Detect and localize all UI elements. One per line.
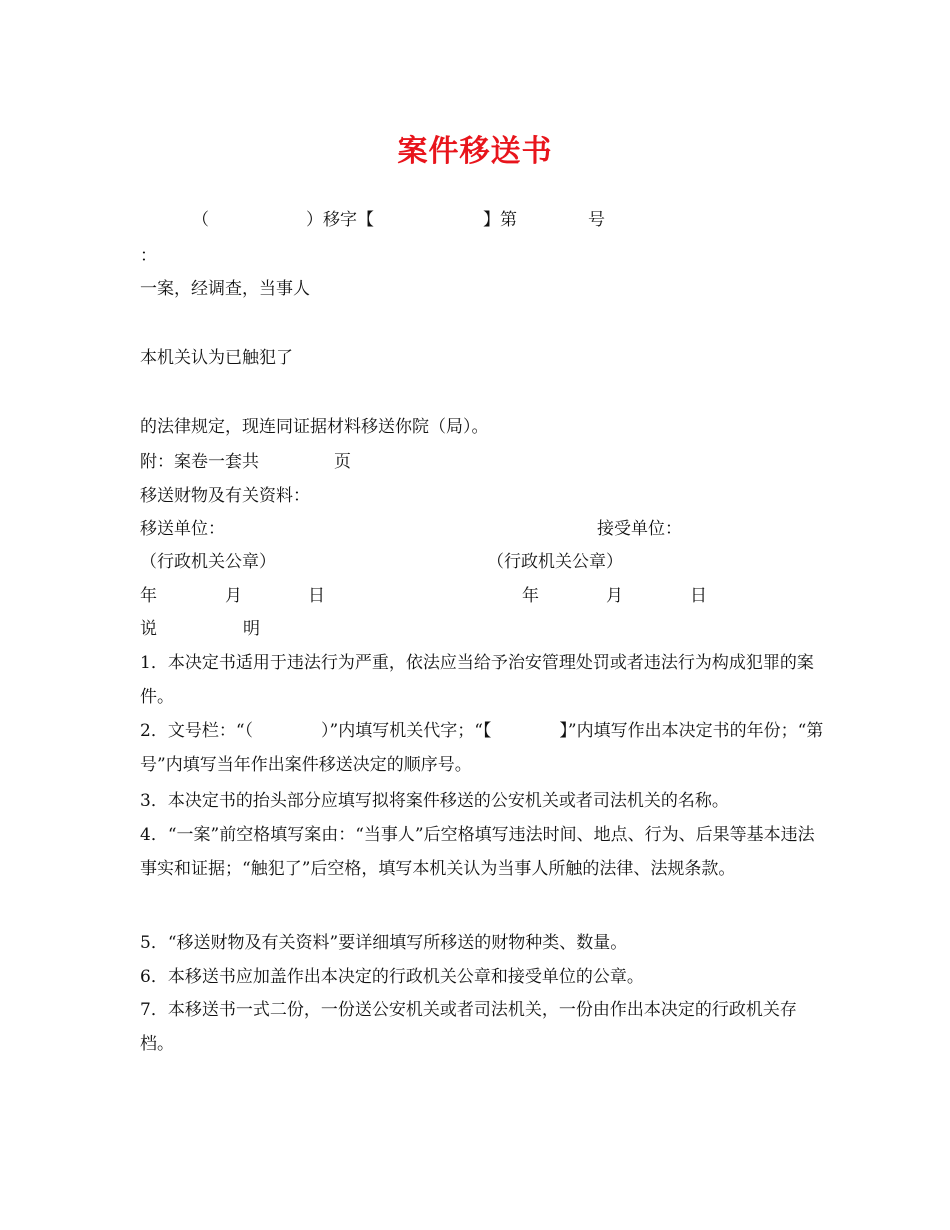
sender-seal: （行政机关公章） — [140, 552, 276, 572]
violation-line: 本机关认为已触犯了 — [140, 348, 293, 368]
note-item-5: 5．“移送财物及有关资料”要详细填写所移送的财物种类、数量。 — [140, 933, 628, 953]
document-title: 案件移送书 — [397, 134, 553, 169]
doc-number-agency-code: ）移字【 — [306, 210, 374, 230]
addressee-colon: ： — [140, 246, 157, 266]
receiver-date-day: 日 — [690, 586, 707, 606]
sender-date-year: 年 — [140, 586, 157, 606]
notes-heading-left: 说 — [140, 619, 157, 639]
receiver-date-year: 年 — [522, 586, 539, 606]
property-line: 移送财物及有关资料： — [140, 486, 310, 506]
receiver-label: 接受单位： — [597, 519, 682, 539]
note-item-7: 7．本移送书一式二份，一份送公安机关或者司法机关，一份由作出本决定的行政机关存档。 — [140, 1000, 797, 1054]
attachment-pages-unit: 页 — [334, 452, 351, 472]
doc-number-suffix: 号 — [588, 210, 605, 230]
receiver-seal: （行政机关公章） — [487, 552, 623, 572]
sender-date-day: 日 — [308, 586, 325, 606]
note-item-1: 1．本决定书适用于违法行为严重，依法应当给予治安管理处罚或者违法行为构成犯罪的案件。 — [140, 653, 814, 707]
note-item-4: 4．“一案”前空格填写案由：“当事人”后空格填写违法时间、地点、行为、后果等基本违法事实和证据；“触犯了”后空格，填写本机关认为当事人所触的法律、法规条款。 — [140, 825, 815, 879]
doc-number-year: 】第 — [483, 210, 517, 230]
note-item-2: 2．文号栏：“（ ）”内填写机关代字；“【 】”内填写作出本决定书的年份；“第 号”内填写当年作出案件移送决定的顺序号。 — [140, 721, 892, 775]
sender-label: 移送单位： — [140, 519, 225, 539]
attachment-label: 附：案卷一套共 — [140, 452, 259, 472]
legal-line: 的法律规定，现连同证据材料移送你院（局）。 — [140, 417, 489, 437]
receiver-date-month: 月 — [606, 586, 623, 606]
sender-date-month: 月 — [225, 586, 242, 606]
notes-heading-right: 明 — [243, 619, 260, 639]
doc-number-paren-open: （ — [192, 210, 209, 230]
note-item-6: 6．本移送书应加盖作出本决定的行政机关公章和接受单位的公章。 — [140, 967, 644, 987]
note-item-3: 3．本决定书的抬头部分应填写拟将案件移送的公安机关或者司法机关的名称。 — [140, 791, 729, 811]
case-line: 一案，经调查，当事人 — [140, 279, 310, 299]
